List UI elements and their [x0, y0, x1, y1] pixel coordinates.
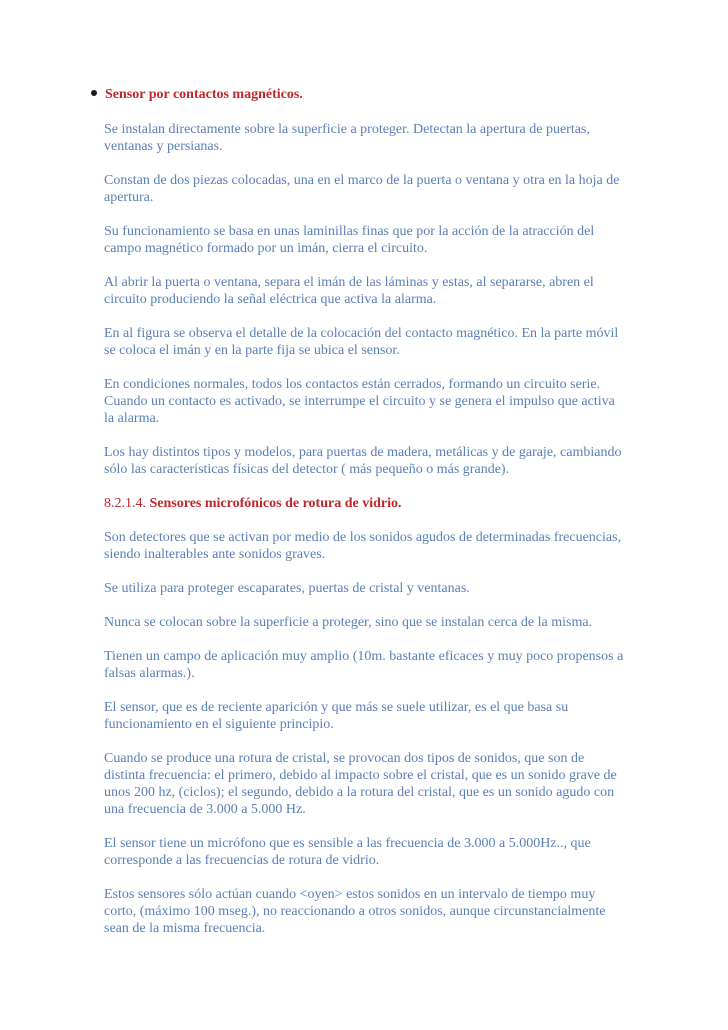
section-title: Sensores microfónicos de rotura de vidrio.: [149, 496, 402, 511]
paragraph: Nunca se colocan sobre la superficie a proteger, sino que se instalan cerca de la misma.: [104, 615, 593, 630]
paragraph: El sensor tiene un micrófono que es sensible a las frecuencia de 3.000 a 5.000Hz.., que corresponde a las frecuencias de rotura de vidrio.: [104, 836, 591, 868]
paragraph: Cuando se produce una rotura de cristal, se provocan dos tipos de sonidos, que son de distinta frecuencia: el primero, debido al impacto sobre el cristal, que es un sonido grave de unos 200 hz, (ciclos); el segundo, debido a la rotura del cristal, que es un sonido agudo con una frecuencia de 3.000 a 5.000 Hz.: [104, 751, 617, 817]
paragraph: Al abrir la puerta o ventana, separa el imán de las láminas y estas, al separarse, abren el circuito produciendo la señal eléctrica que activa la alarma.: [104, 275, 594, 307]
bullet-heading: [91, 86, 624, 103]
paragraph: Los hay distintos tipos y modelos, para puertas de madera, metálicas y de garaje, cambiando sólo las características físicas del detector ( más pequeño o más grande).: [104, 445, 622, 477]
section-number: 8.2.1.4.: [104, 496, 146, 511]
paragraph: Se utiliza para proteger escaparates, puertas de cristal y ventanas.: [104, 581, 470, 596]
bullet-dot-icon: [91, 90, 97, 96]
paragraph: Tienen un campo de aplicación muy amplio (10m. bastante eficaces y muy poco propensos a falsas alarmas.).: [104, 649, 624, 681]
bullet-heading-text: Sensor por contactos magnéticos.: [105, 87, 303, 102]
section-heading: [104, 495, 624, 512]
paragraph: Son detectores que se activan por medio de los sonidos agudos de determinadas frecuencias, siendo inalterables ante sonidos graves.: [104, 530, 622, 562]
paragraph: Constan de dos piezas colocadas, una en el marco de la puerta o ventana y otra en la hoja de apertura.: [104, 173, 620, 205]
document-page: [104, 86, 624, 954]
paragraph: Estos sensores sólo actúan cuando <oyen> estos sonidos en un intervalo de tiempo muy corto, (máximo 100 mseg.), no reaccionando a otros sonidos, aunque circunstancialmente sean de la misma frecuencia.: [104, 887, 606, 936]
paragraph: En condiciones normales, todos los contactos están cerrados, formando un circuito serie. Cuando un contacto es activado, se interrumpe el circuito y se genera el impulso que activa la alarma.: [104, 377, 615, 426]
paragraph: Se instalan directamente sobre la superficie a proteger. Detectan la apertura de puertas, ventanas y persianas.: [104, 122, 590, 154]
paragraph: En al figura se observa el detalle de la colocación del contacto magnético. En la parte móvil se coloca el imán y en la parte fija se ubica el sensor.: [104, 326, 619, 358]
paragraph: Su funcionamiento se basa en unas laminillas finas que por la acción de la atracción del campo magnético formado por un imán, cierra el circuito.: [104, 224, 595, 256]
paragraph: El sensor, que es de reciente aparición y que más se suele utilizar, es el que basa su funcionamiento en el siguiente principio.: [104, 700, 569, 732]
